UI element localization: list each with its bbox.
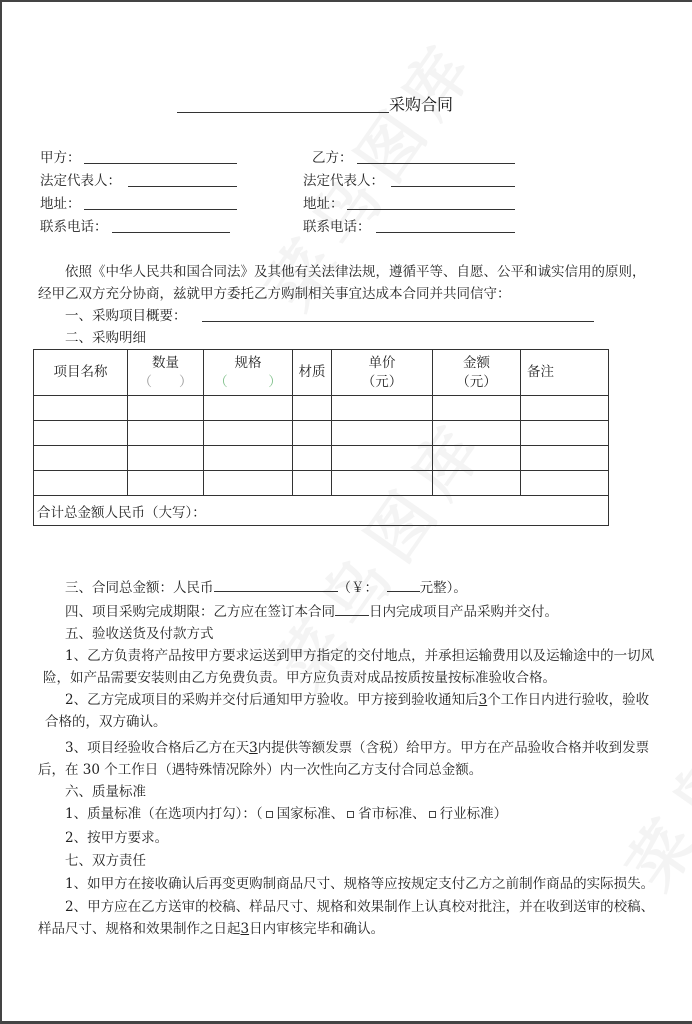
section-4-deadline [65,602,558,621]
table-cell[interactable] [293,471,332,496]
checkbox-provincial-standard[interactable] [347,811,354,818]
table-cell[interactable] [293,446,332,471]
page-title: 采购合同 [389,95,454,114]
party-a-label: 甲方： [40,150,81,166]
table-row [34,421,609,446]
table-cell[interactable] [521,471,609,496]
table-cell[interactable] [521,421,609,446]
party-b-phone-field[interactable] [376,232,515,233]
header-quantity: 数量 （ ） [128,350,204,396]
section-1-label: 一、采购项目概要： [65,308,187,324]
party-b-rep-field[interactable] [391,186,515,187]
header-specification: 规格 （ ） [204,350,293,396]
party-b-label: 乙方： [312,150,353,166]
table-row [34,396,609,421]
table-header-row [34,350,609,396]
table-cell[interactable] [34,396,128,421]
section-7-item-2-line-2 [38,920,384,938]
checkbox-national-standard[interactable] [266,811,273,818]
table-cell[interactable] [521,446,609,471]
table-cell[interactable] [433,471,521,496]
text: 2、乙方完成项目的采购并交付后通知甲方验收。甲方接到验收通知后 [65,692,479,708]
table-cell[interactable] [128,446,204,471]
section-7-label: 七、双方责任 [65,853,146,869]
table-cell[interactable] [128,421,204,446]
table-cell[interactable] [433,396,521,421]
table-cell[interactable] [433,421,521,446]
project-summary-field[interactable] [202,321,594,322]
text: 个工作日内进行验收，验收 [487,692,650,708]
table-row [34,446,609,471]
header-unit-price: 单价 （元） [332,350,433,396]
section-5-item-3-line-1 [65,739,649,757]
invoice-days-value: 3 [249,740,258,756]
table-row [34,471,609,496]
table-cell[interactable] [128,471,204,496]
checkbox-industry-standard[interactable] [429,811,436,818]
party-b-rep-label: 法定代表人： [303,173,384,189]
amount-yuan-field[interactable] [387,578,420,592]
section-4-suffix: 日内完成项目产品采购并交付。 [369,604,558,620]
party-a-address-field[interactable] [84,209,237,210]
section-6-item-2: 2、按甲方要求。 [65,830,169,846]
table-cell[interactable] [332,446,433,471]
header-remarks: 备注 [521,350,609,396]
table-cell[interactable] [34,446,128,471]
section-3-label: 三、合同总金额：人民币 [65,580,214,596]
section-2-label: 二、采购明细 [65,330,146,346]
intro-line-2: 经甲乙双方充分协商，兹就甲方委托乙方购制相关事宜达成本合同并共同信守： [38,286,511,302]
text: 样品尺寸、规格和效果制作之日起 [38,921,241,937]
table-cell[interactable] [204,471,293,496]
text: 内提供等额发票（含税）给甲方。甲方在产品验收合格并收到发票 [257,740,650,756]
party-a-address-label: 地址： [40,196,81,212]
section-7-item-1: 1、如甲方在接收确认后再变更购制商品尺寸、规格等应按规定支付乙方之前制作商品的实际损失。 [65,876,655,892]
section-5-label: 五、验收送货及付款方式 [65,626,214,642]
table-cell[interactable] [204,446,293,471]
party-b-phone-label: 联系电话： [303,219,371,235]
table-cell[interactable] [204,421,293,446]
option-provincial-standard: 省市标准、 [358,806,426,822]
intro-line-1: 依照《中华人民共和国合同法》及其他有关法律法规，遵循平等、自愿、公平和诚实信用的原则， [65,264,646,280]
party-a-field[interactable] [84,163,237,164]
header-material: 材质 [293,350,332,396]
text: 日内审核完毕和确认。 [249,921,385,937]
yuan-symbol-label: （￥： [337,580,378,596]
section-4-label: 四、项目采购完成期限：乙方应在签订本合同 [65,604,335,620]
table-cell[interactable] [332,471,433,496]
section-5-item-2-line-1 [65,691,649,709]
party-a-phone-label: 联系电话： [40,219,108,235]
section-5-item-1-line-2: 险，如产品需要安装则由乙方免费负责。甲方应负责对成品按质按量按标准验收合格。 [43,670,556,686]
table-cell[interactable] [332,421,433,446]
section-7-item-2-line-1: 2、甲方应在乙方送审的校稿、样品尺寸、规格和效果制作上认真校对批注，并在收到送审的校稿、 [65,899,655,915]
section-6-label: 六、质量标准 [65,784,146,800]
table-cell[interactable] [34,421,128,446]
party-b-address-label: 地址： [303,196,344,212]
section-5-item-3-line-2: 后，在 30 个工作日（遇特殊情况除外）内一次性向乙方支付合同总金额。 [38,762,483,778]
table-cell[interactable] [204,396,293,421]
party-a-phone-field[interactable] [112,232,230,233]
party-b-field[interactable] [357,163,515,164]
header-item-name: 项目名称 [34,350,128,396]
option-industry-standard: 行业标准） [439,806,508,822]
table-cell[interactable] [293,421,332,446]
party-b-address-field[interactable] [347,209,515,210]
total-amount-uppercase-cell[interactable] [34,496,609,526]
party-a-rep-label: 法定代表人： [40,173,121,189]
inspection-days-value: 3 [478,692,488,708]
amount-rmb-field[interactable] [214,578,338,592]
table-cell[interactable] [521,396,609,421]
text: 1、质量标准（在选项内打勾）：（ [65,806,263,822]
table-cell[interactable] [34,471,128,496]
deadline-days-field[interactable] [335,602,369,616]
review-days-value: 3 [240,921,250,937]
party-a-rep-field[interactable] [128,186,237,187]
table-cell[interactable] [433,446,521,471]
table-cell[interactable] [293,396,332,421]
section-5-item-2-line-2: 合格的，双方确认。 [45,714,167,730]
section-3-total-amount [65,578,467,597]
section-6-item-1 [65,805,507,823]
option-national-standard: 国家标准、 [276,806,345,822]
table-cell[interactable] [128,396,204,421]
section-5-item-1-line-1: 1、乙方负责将产品按甲方要求运送到甲方指定的交付地点，并承担运输费用以及运输途中的一切风 [65,648,655,664]
purchase-details-table [33,349,609,526]
yuan-suffix-label: 元整）。 [419,580,467,596]
header-amount: 金额 （元） [433,350,521,396]
text: 3、项目经验收合格后乙方在天 [65,740,250,756]
title-blank-line[interactable] [177,112,389,113]
table-cell[interactable] [332,396,433,421]
table-total-row [34,496,609,526]
total-amount-label: 合计总金额人民币（大写）： [37,504,206,521]
